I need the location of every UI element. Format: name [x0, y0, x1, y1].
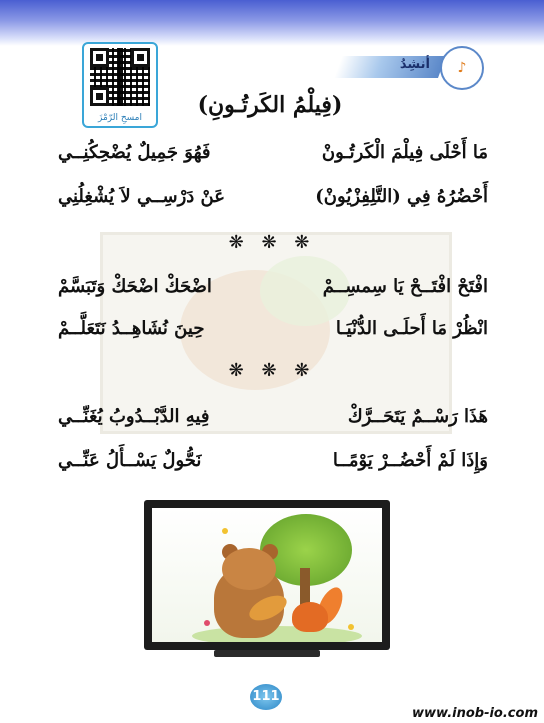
- grass-ground: [192, 626, 362, 642]
- verse-line: هَذَا رَسْــمٌ يَتَحَــرَّكْ: [347, 406, 488, 427]
- television-illustration: [144, 500, 390, 650]
- verse-line: مَا أَحْلَى فِيلْمَ الْكَرتُـونْ: [321, 142, 488, 163]
- children-singing-icon: ♪: [440, 46, 484, 90]
- verse-line: افْتَحْ افْتَــحْ يَا سِمسِــمْ: [322, 276, 488, 297]
- verse-line: وَإِذَا لَمْ أَحْضُــرْ يَوْمًــا: [332, 450, 488, 471]
- qr-finder-pattern: [90, 87, 109, 106]
- stanza-divider: ❋ ❋ ❋: [228, 232, 316, 253]
- tv-stand: [214, 650, 320, 657]
- page-number: 111: [250, 684, 282, 710]
- verse-line: عَنْ دَرْسِــي لاَ يُشْغِلُنِي: [58, 186, 225, 207]
- fox-illustration: [292, 602, 328, 632]
- verse-line: نَحُّولٌ يَسْــأَلُ عَنِّــي: [58, 450, 202, 471]
- qr-finder-pattern: [90, 48, 109, 67]
- qr-finder-pattern: [131, 48, 150, 67]
- flower-icon: [348, 624, 354, 630]
- verse-line: فَهُوَ جَمِيلٌ يُضْحِكُنِــي: [58, 142, 211, 163]
- stanza-divider: ❋ ❋ ❋: [228, 360, 316, 381]
- section-label: أنشِدُ: [399, 57, 430, 72]
- tv-screen: [152, 508, 382, 642]
- qr-code-card[interactable]: [82, 42, 158, 128]
- verse-line: انْظُرْ مَا أَحلَـى الدُّنْيَـا: [335, 318, 488, 339]
- bee-icon: [222, 528, 228, 534]
- verse-line: اضْحَكْ اضْحَكْ وَتَبَسَّمْ: [58, 276, 212, 297]
- qr-caption: امسحِ الرّمْزَ: [97, 113, 142, 123]
- footer-url[interactable]: www.inob-io.com: [412, 706, 538, 721]
- poem-title: (فِيلْمُ الكَرتُـونِ): [197, 92, 343, 118]
- flower-icon: [204, 620, 210, 626]
- top-header-band: [0, 0, 544, 46]
- verse-line: حِينَ نُشَاهِــدُ نَتَعَلَّــمْ: [58, 318, 205, 339]
- bear-head: [222, 548, 276, 590]
- verse-line: فِيهِ الدَّبْــدُوبُ يُغَنِّــي: [58, 406, 210, 427]
- verse-line: أَحْضُرُهُ فِي (التَّلِفِزْيُونْ): [315, 186, 488, 207]
